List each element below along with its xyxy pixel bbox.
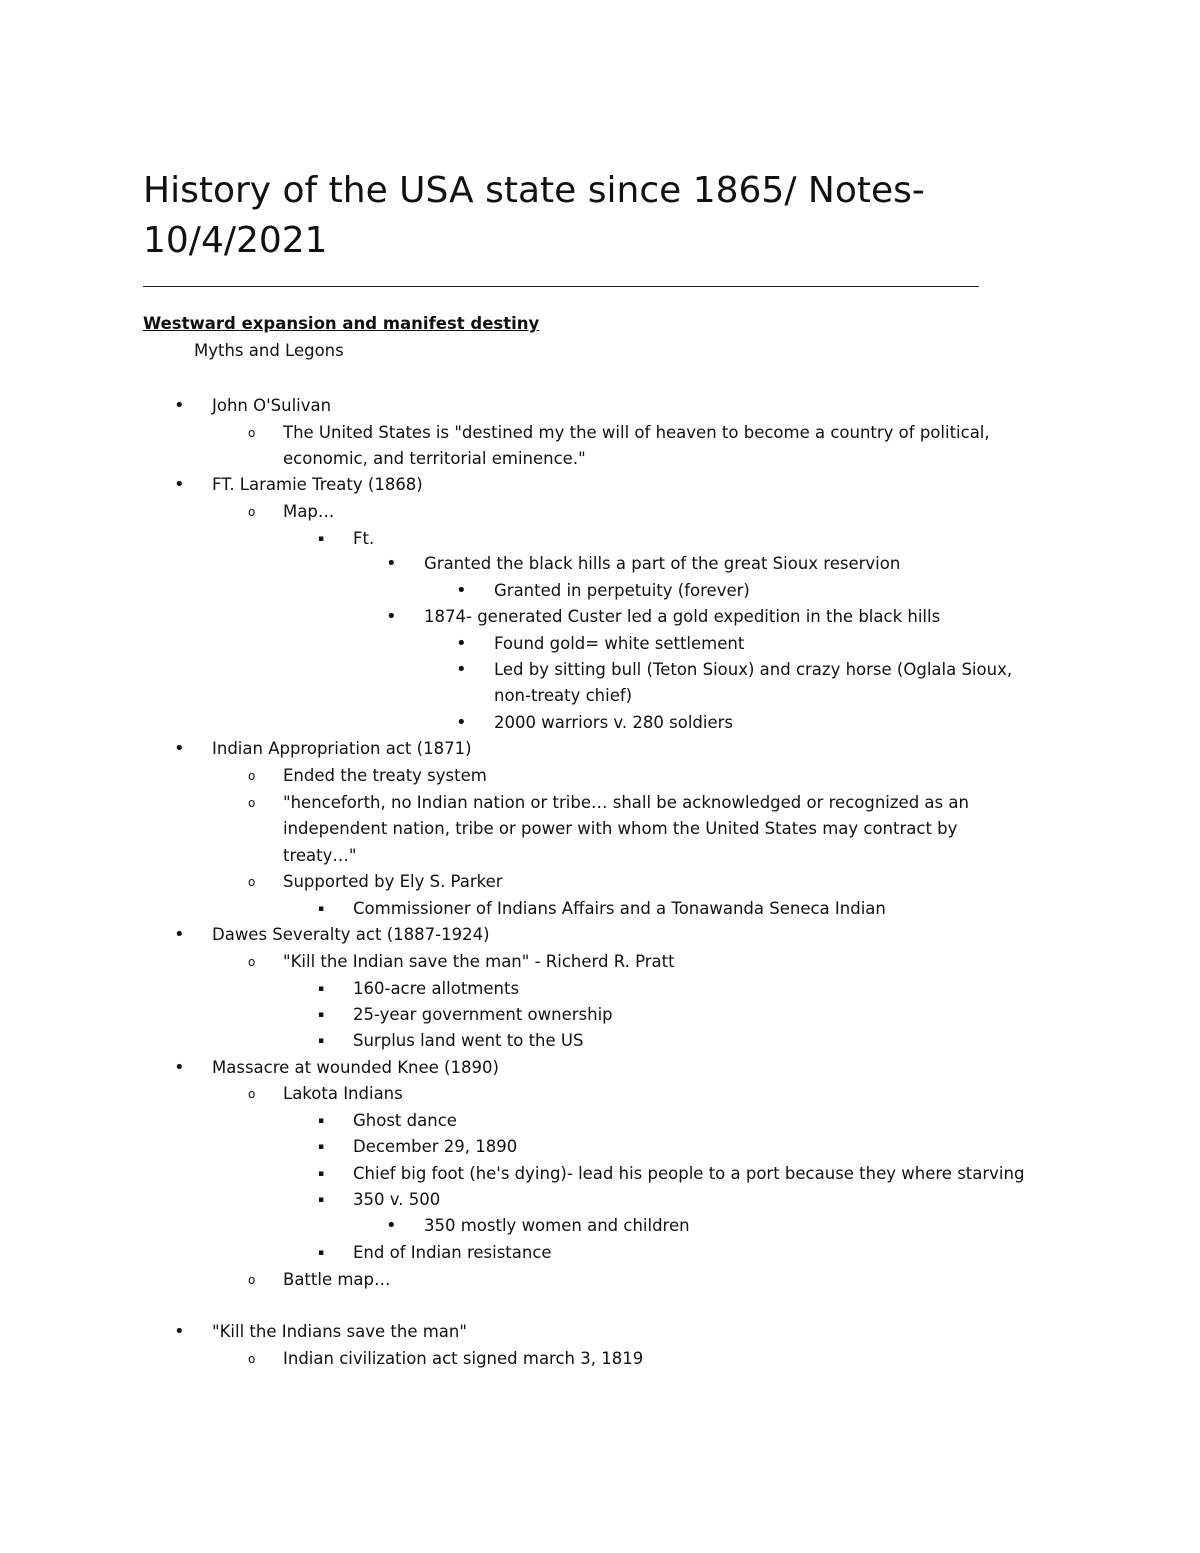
list-item: End of Indian resistance xyxy=(353,1243,552,1262)
square-bullet-icon: ▪ xyxy=(318,1142,325,1152)
list-item: Map… xyxy=(283,502,335,521)
list-item: John O'Sulivan xyxy=(212,396,332,415)
list-item: Ft. xyxy=(353,529,375,548)
list-item: Dawes Severalty act (1887-1924) xyxy=(212,925,490,944)
list-item: Granted the black hills a part of the great Sioux reservion xyxy=(424,554,901,573)
square-bullet-icon: ▪ xyxy=(318,1010,325,1020)
list-item: FT. Laramie Treaty (1868) xyxy=(212,475,423,494)
square-bullet-icon: ▪ xyxy=(318,904,325,914)
list-item: 350 mostly women and children xyxy=(424,1216,690,1235)
bullet-icon: • xyxy=(174,738,185,759)
square-bullet-icon: ▪ xyxy=(318,1036,325,1046)
list-item: Commissioner of Indians Affairs and a Tonawanda Seneca Indian xyxy=(353,899,886,918)
circle-bullet-icon: o xyxy=(248,875,256,889)
square-bullet-icon: ▪ xyxy=(318,1169,325,1179)
list-item: independent nation, tribe or power with whom the United States may contract by xyxy=(283,819,958,838)
title-line-1: History of the USA state since 1865/ Notes- xyxy=(143,170,925,211)
bullet-icon: • xyxy=(386,553,397,574)
bullet-icon: • xyxy=(174,1057,185,1078)
list-item: Battle map… xyxy=(283,1270,391,1289)
bullet-icon: • xyxy=(386,606,397,627)
list-item: "henceforth, no Indian nation or tribe… shall be acknowledged or recognized as an xyxy=(283,793,969,812)
circle-bullet-icon: o xyxy=(248,505,256,519)
list-item: Ended the treaty system xyxy=(283,766,487,785)
list-item: Granted in perpetuity (forever) xyxy=(494,581,750,600)
document-title xyxy=(143,166,1023,266)
list-item: 1874- generated Custer led a gold expedition in the black hills xyxy=(424,607,941,626)
square-bullet-icon: ▪ xyxy=(318,1248,325,1258)
bullet-icon: • xyxy=(174,1321,185,1342)
list-item: Surplus land went to the US xyxy=(353,1031,584,1050)
list-item: Led by sitting bull (Teton Sioux) and crazy horse (Oglala Sioux, xyxy=(494,660,1013,679)
list-item: Massacre at wounded Knee (1890) xyxy=(212,1058,499,1077)
list-item: Lakota Indians xyxy=(283,1084,403,1103)
list-item: December 29, 1890 xyxy=(353,1137,518,1156)
list-item: Ghost dance xyxy=(353,1111,457,1130)
square-bullet-icon: ▪ xyxy=(318,984,325,994)
circle-bullet-icon: o xyxy=(248,426,256,440)
title-divider xyxy=(143,286,979,287)
bullet-icon: • xyxy=(174,474,185,495)
list-item: Found gold= white settlement xyxy=(494,634,745,653)
circle-bullet-icon: o xyxy=(248,796,256,810)
list-item: The United States is "destined my the will of heaven to become a country of political, xyxy=(283,423,990,442)
bullet-icon: • xyxy=(174,395,185,416)
square-bullet-icon: ▪ xyxy=(318,1195,325,1205)
square-bullet-icon: ▪ xyxy=(318,1116,325,1126)
list-item: 160-acre allotments xyxy=(353,979,520,998)
list-item: Indian civilization act signed march 3, 1819 xyxy=(283,1349,644,1368)
bullet-icon: • xyxy=(456,659,467,680)
list-item: Indian Appropriation act (1871) xyxy=(212,739,472,758)
list-item: 25-year government ownership xyxy=(353,1005,613,1024)
circle-bullet-icon: o xyxy=(248,769,256,783)
square-bullet-icon: ▪ xyxy=(318,534,325,544)
circle-bullet-icon: o xyxy=(248,955,256,969)
list-item: Supported by Ely S. Parker xyxy=(283,872,503,891)
bullet-icon: • xyxy=(456,580,467,601)
list-item: "Kill the Indians save the man" xyxy=(212,1322,467,1341)
list-item: "Kill the Indian save the man" - Richerd R. Pratt xyxy=(283,952,675,971)
section-heading: Westward expansion and manifest destiny xyxy=(143,314,540,333)
bullet-icon: • xyxy=(174,924,185,945)
circle-bullet-icon: o xyxy=(248,1352,256,1366)
list-item: 350 v. 500 xyxy=(353,1190,441,1209)
circle-bullet-icon: o xyxy=(248,1273,256,1287)
bullet-icon: • xyxy=(456,633,467,654)
bullet-icon: • xyxy=(456,712,467,733)
list-item: non-treaty chief) xyxy=(494,686,633,705)
list-item: treaty…" xyxy=(283,846,357,865)
circle-bullet-icon: o xyxy=(248,1087,256,1101)
list-item: Chief big foot (he's dying)- lead his people to a port because they where starving xyxy=(353,1164,1025,1183)
list-item: 2000 warriors v. 280 soldiers xyxy=(494,713,734,732)
bullet-icon: • xyxy=(386,1215,397,1236)
list-item: economic, and territorial eminence." xyxy=(283,449,586,468)
subheading: Myths and Legons xyxy=(194,341,344,360)
title-line-2: 10/4/2021 xyxy=(143,220,328,261)
